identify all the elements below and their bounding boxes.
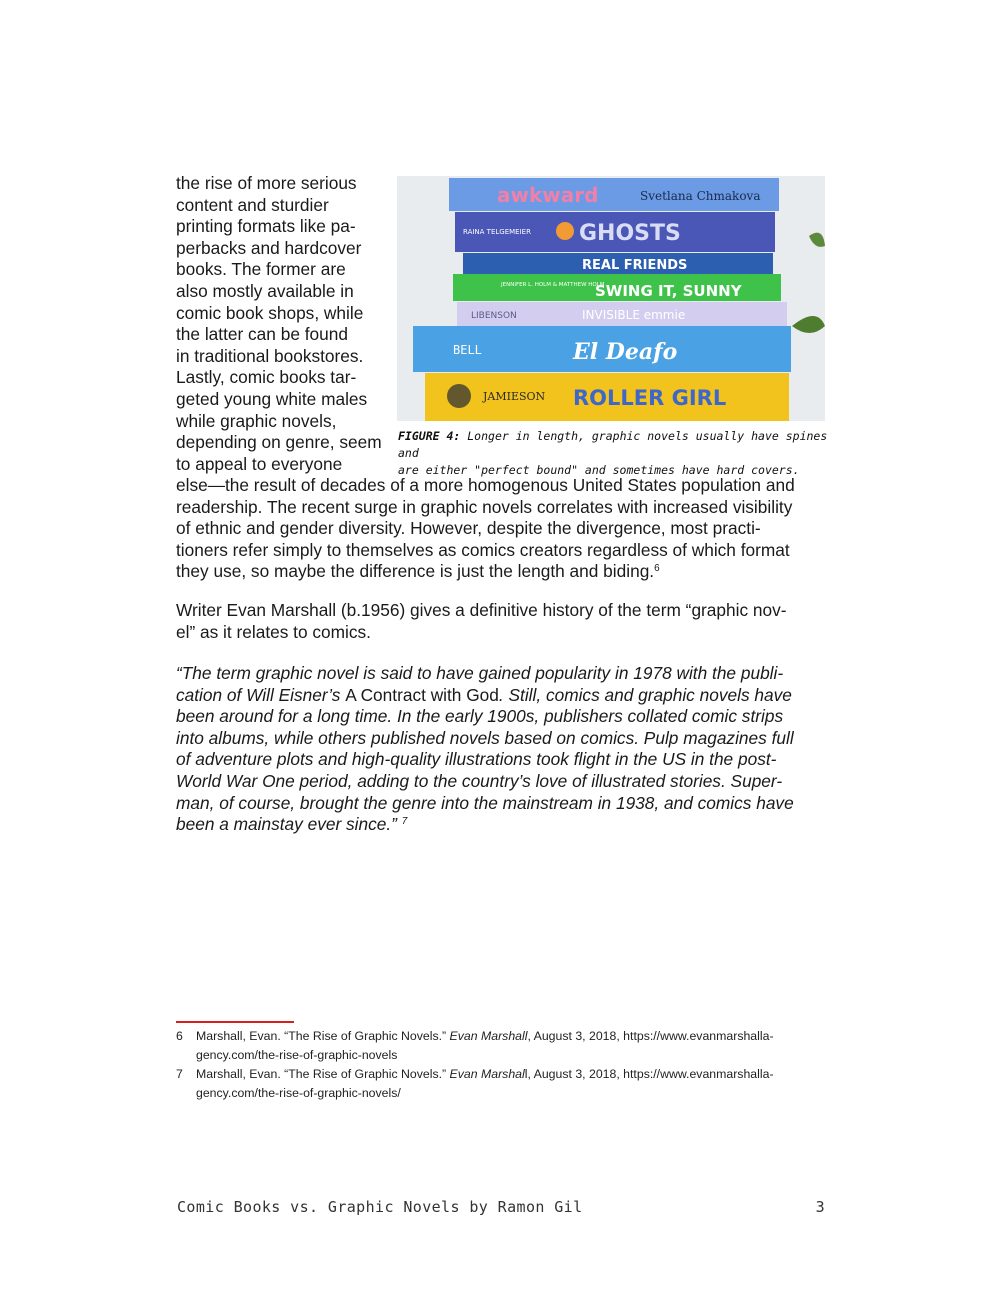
evan-marshall-paragraph: [176, 600, 826, 643]
book-title: REAL FRIENDS: [582, 258, 688, 273]
text-line-content: they use, so maybe the difference is just the length and biding.: [176, 561, 655, 582]
text-line: depending on genre, seem: [176, 432, 382, 453]
footnote-source: Evan Marshal: [449, 1067, 525, 1081]
footnote-divider: [176, 1021, 294, 1023]
text-line: Lastly, comic books tar-: [176, 367, 357, 388]
text-line: perbacks and hardcover: [176, 237, 362, 258]
footnote-number: 7: [176, 1067, 183, 1081]
intro-paragraph: [176, 173, 394, 475]
text-line: el” as it relates to comics.: [176, 621, 371, 642]
text-line: World War One period, adding to the country’s love of illustrated stories. Super-: [176, 770, 783, 791]
book-title: ROLLER GIRL: [573, 386, 727, 410]
book-author: LIBENSON: [471, 311, 517, 321]
text-line: the rise of more serious: [176, 173, 357, 193]
text-line: [176, 561, 826, 583]
text-line: to appeal to everyone: [176, 453, 343, 474]
book-title: El Deafo: [573, 339, 678, 365]
footnote-number: 6: [176, 1029, 183, 1043]
footnote-item: [176, 1027, 826, 1065]
caption-line: are either "perfect bound" and sometimes have hard covers.: [398, 463, 800, 477]
text-line: of adventure plots and high-quality illustrations took flight in the US in the post-: [176, 749, 777, 770]
text-line: [176, 685, 826, 707]
footnote-link[interactable]: gency.com/the-rise-of-graphic-novels: [196, 1048, 398, 1062]
footnote-item: [176, 1065, 826, 1103]
footnotes: [176, 1027, 826, 1103]
text-line: comic book shops, while: [176, 302, 364, 323]
text-line: tioners refer simply to themselves as comics creators regardless of which format: [176, 539, 790, 560]
text-line: geted young white males: [176, 388, 368, 409]
text-line: readership. The recent surge in graphic novels correlates with increased visibility: [176, 496, 793, 517]
text-line: books. The former are: [176, 259, 346, 280]
block-quote: [176, 663, 826, 836]
text-line: also mostly available in: [176, 280, 354, 301]
text-segment: cation of Will Eisner’s: [176, 684, 346, 705]
footnote-segment: Marshall, Evan. “The Rise of Graphic Novels.”: [196, 1067, 450, 1081]
footnote-source: Evan Marshall: [449, 1029, 528, 1043]
book-title: GHOSTS: [579, 221, 681, 246]
footer-title: Comic Books vs. Graphic Novels by Ramon Gil: [177, 1198, 583, 1216]
caption-line: [398, 428, 828, 462]
text-line: printing formats like pa-: [176, 216, 356, 237]
book-author: Svetlana Chmakova: [640, 189, 761, 203]
book-title: awkward: [497, 183, 599, 207]
text-line: Writer Evan Marshall (b.1956) gives a definitive history of the term “graphic nov-: [176, 600, 787, 620]
book-author: JENNIFER L. HOLM & MATTHEW HOLM: [501, 282, 605, 288]
text-segment: . Still, comics and graphic novels have: [498, 684, 792, 705]
footnote-segment: l, August 3, 2018, https://www.evanmarshalla-: [524, 1067, 774, 1081]
text-line: “The term graphic novel is said to have gained popularity in 1978 with the publi-: [176, 663, 784, 683]
footnote-segment: , August 3, 2018, https://www.evanmarshalla-: [527, 1029, 774, 1043]
book-author: JAMIESON: [483, 390, 546, 403]
figure-caption: [398, 428, 828, 479]
footnote-text: [196, 1065, 826, 1103]
footnote-ref[interactable]: 7: [401, 816, 408, 828]
book-stack-illustration: [397, 176, 825, 421]
book-title-reference: A Contract with God: [345, 684, 499, 705]
text-line: of ethnic and gender diversity. However, despite the divergence, most practi-: [176, 518, 761, 539]
book-title: SWING IT, SUNNY: [595, 282, 742, 300]
book-author: BELL: [453, 343, 482, 357]
text-line: in traditional bookstores.: [176, 345, 364, 366]
text-line: the latter can be found: [176, 324, 348, 345]
text-line: while graphic novels,: [176, 410, 337, 431]
text-line: been around for a long time. In the early 1900s, publishers collated comic strips: [176, 706, 784, 727]
footnote-text: [196, 1027, 826, 1065]
caption-text: Longer in length, graphic novels usually have spines and: [398, 429, 828, 460]
text-line: [176, 814, 826, 836]
page-number: 3: [815, 1198, 825, 1216]
footnote-ref[interactable]: 6: [654, 563, 660, 575]
book-author: RAINA TELGEMEIER: [463, 228, 531, 236]
text-line: else—the result of decades of a more homogenous United States population and: [176, 475, 795, 495]
page-footer: [177, 1198, 825, 1216]
text-line: content and sturdier: [176, 194, 329, 215]
text-line: man, of course, brought the genre into the mainstream in 1938, and comics have: [176, 792, 794, 813]
figure-book-stack-image: [397, 176, 825, 421]
footnote-segment: Marshall, Evan. “The Rise of Graphic Novels.”: [196, 1029, 450, 1043]
text-segment: been a mainstay ever since.”: [176, 814, 397, 835]
book-title: INVISIBLE emmie: [582, 308, 686, 322]
caption-label: FIGURE 4:: [398, 429, 461, 443]
continuation-paragraph: [176, 475, 826, 583]
footnote-link[interactable]: gency.com/the-rise-of-graphic-novels/: [196, 1086, 401, 1100]
text-line: into albums, while others published novels based on comics. Pulp magazines full: [176, 727, 794, 748]
